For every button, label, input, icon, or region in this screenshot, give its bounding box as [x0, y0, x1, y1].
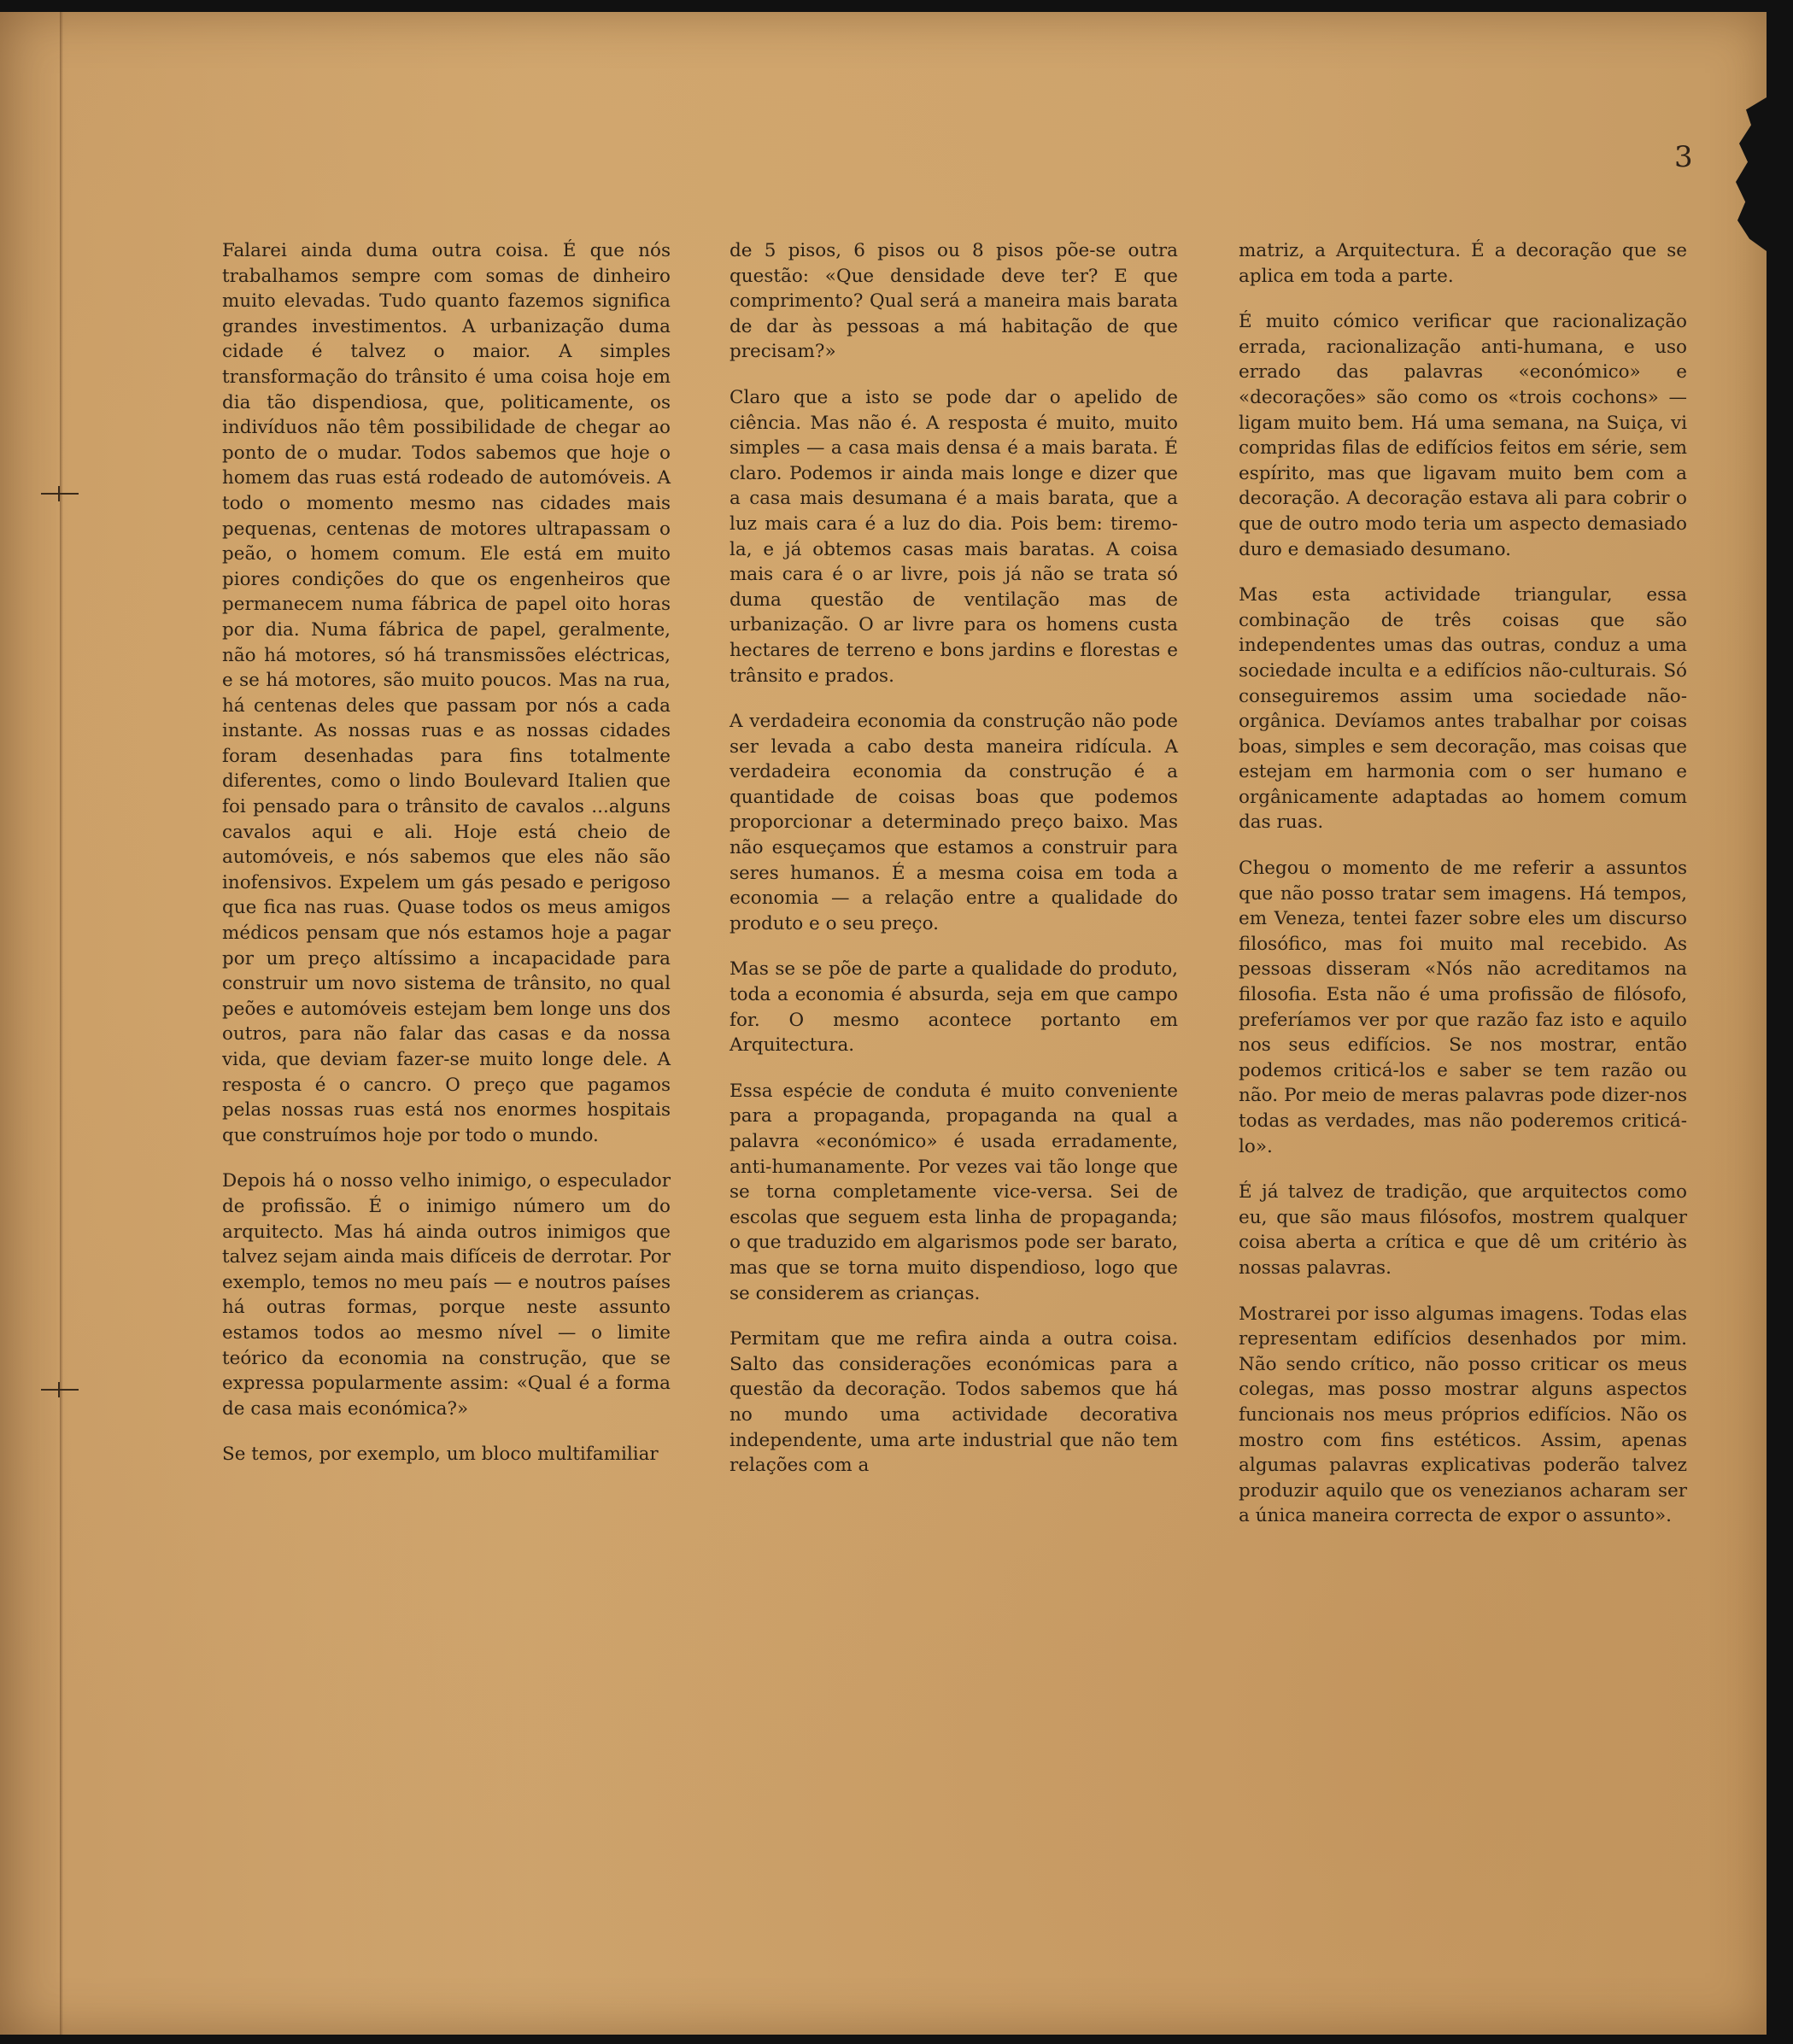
paragraph: Permitam que me refira ainda a outra coisa. Salto das considerações económicas para a questão da decoração. Todos sabemos que há no mundo uma actividade decorativa independente, uma arte industrial que não tem relações com a	[730, 1328, 1178, 1477]
paragraph: É já talvez de tradição, que arquitectos como eu, que são maus filósofos, mostrem qualquer coisa aberta a crítica e que dê um critério às nossas palavras.	[1239, 1181, 1687, 1279]
binding-mark-icon	[41, 493, 79, 495]
paragraph: matriz, a Arquitectura. É a decoração que se aplica em toda a parte.	[1239, 240, 1687, 287]
page-number: 3	[1674, 140, 1693, 174]
text-column-1	[222, 238, 671, 1488]
paragraph: Essa espécie de conduta é muito conveniente para a propaganda, propaganda na qual a palavra «económico» é usada erradamente, anti-humanamente. Por vezes vai tão longe que se torna completamente vice-versa. Sei de escolas que seguem esta linha de propaganda; o que traduzido em algarismos pode ser barato, mas que se torna muito dispendioso, logo que se considerem as crianças.	[730, 1080, 1178, 1304]
paragraph: Claro que a isto se pode dar o apelido de ciência. Mas não é. A resposta é muito, muito simples — a casa mais densa é a mais barata. É claro. Podemos ir ainda mais longe e dizer que a casa mais desumana é a mais barata, que a luz mais cara é a luz do dia. Pois bem: tiremo-la, e já obtemos casas mais baratas. A coisa mais cara é o ar livre, pois já não se trata só duma questão de ventilação mas de urbanização. O ar livre para os homens custa hectares de terreno e bons jardins e florestas e trânsito e prados.	[730, 386, 1178, 687]
binding-mark-icon	[41, 1389, 79, 1391]
paragraph: Chegou o momento de me referir a assuntos que não posso tratar sem imagens. Há tempos, em Veneza, tentei fazer sobre eles um discurso filosófico, mas foi muito mal recebido. As pessoas disseram «Nós não acreditamos na filosofia. Esta não é uma profissão de filósofo, preferíamos ver por que razão faz isto e aquilo nos seus edifícios. Se nos mostrar, então podemos criticá-los e saber se tem razão ou não. Por meio de meras palavras pode dizer-nos todas as verdades, mas não poderemos criticá-lo».	[1239, 858, 1687, 1157]
paragraph: Falarei ainda duma outra coisa. É que nós trabalhamos sempre com somas de dinheiro muito elevadas. Tudo quanto fazemos significa grandes investimentos. A urbanização duma cidade é talvez o maior. A simples transformação do trânsito é uma coisa hoje em dia tão dispendiosa, que, politicamente, os indivíduos não têm possibilidade de chegar ao ponto de o mudar. Todos sabemos que hoje o homem das ruas está rodeado de automóveis. A todo o momento mesmo nas cidades mais pequenas, centenas de motores ultrapassam o peão, o homem comum. Ele está em muito piores condições do que os engenheiros que permanecem numa fábrica de papel oito horas por dia. Numa fábrica de papel, geralmente, não há motores, só há transmissões eléctricas, e se há motores, são muito poucos. Mas na rua, há centenas deles que passam por nós a cada instante. As nossas ruas e as nossas cidades foram desenhadas para fins totalmente diferentes, como o lindo Boulevard Italien que foi pensado para o trânsito de cavalos ...alguns cavalos aqui e ali. Hoje está cheio de automóveis, e nós sabemos que eles não são inofensivos. Expelem um gás pesado e perigoso que fica nas ruas. Quase todos os meus amigos médicos pensam que nós estamos hoje a pagar por um preço altíssimo a incapacidade para construir um novo sistema de trânsito, no qual peões e automóveis estejam bem longe uns dos outros, para não falar das casas e da nossa vida, que deviam fazer-se muito longe dele. A resposta é o cancro. O preço que pagamos pelas nossas ruas está nos enormes hospitais que construímos hoje por todo o mundo.	[222, 240, 671, 1146]
paragraph: Mostrarei por isso algumas imagens. Todas elas representam edifícios desenhados por mim. Não sendo crítico, não posso criticar os meus colegas, mas posso mostrar alguns aspectos funcionais nos meus próprios edifícios. Não os mostro com fins estéticos. Assim, apenas algumas palavras explicativas poderão talvez produzir aquilo que os venezianos acharam ser a única maneira correcta de expor o assunto».	[1239, 1303, 1687, 1527]
paragraph: A verdadeira economia da construção não pode ser levada a cabo desta maneira ridícula. A verdadeira economia da construção é a quantidade de coisas boas que podemos proporcionar a determinado preço baixo. Mas não esqueçamos que estamos a construir para seres humanos. É a mesma coisa em toda a economia — a relação entre a qualidade do produto e o seu preço.	[730, 711, 1178, 934]
paragraph: Depois há o nosso velho inimigo, o especulador de profissão. É o inimigo número um do arquitecto. Mas há ainda outros inimigos que talvez sejam ainda mais difíceis de derrotar. Por exemplo, temos no meu país — e noutros países há outras formas, porque neste assunto estamos todos ao mesmo nível — o limite teórico da economia na construção, que se expressa popularmente assim: «Qual é a forma de casa mais económica?»	[222, 1170, 671, 1420]
text-column-3	[1239, 238, 1687, 1549]
document-page	[0, 12, 1767, 2035]
text-column-2	[730, 238, 1178, 1499]
torn-page-edge	[1732, 97, 1767, 251]
paragraph: Se temos, por exemplo, um bloco multifamiliar	[222, 1444, 659, 1466]
paragraph: É muito cómico verificar que racionalização errada, racionalização anti-humana, e uso errado das palavras «económico» e «decorações» são como os «trois cochons» — ligam muito bem. Há uma semana, na Suiça, vi compridas filas de edifícios feitos em série, sem espírito, mas que ligavam muito bem com a decoração. A decoração estava ali para cobrir o que de outro modo teria um aspecto demasiado duro e demasiado desumano.	[1239, 311, 1687, 560]
paragraph: de 5 pisos, 6 pisos ou 8 pisos põe-se outra questão: «Que densidade deve ter? E que comprimento? Qual será a maneira mais barata de dar às pessoas a má habitação de que precisam?»	[730, 240, 1178, 363]
paragraph: Mas esta actividade triangular, essa combinação de três coisas que são independentes umas das outras, conduz a uma sociedade inculta e a edifícios não-culturais. Só conseguiremos assim uma sociedade não-orgânica. Devíamos antes trabalhar por coisas boas, simples e sem decoração, mas coisas que estejam em harmonia com o ser humano e orgânicamente adaptadas ao homem comum das ruas.	[1239, 584, 1687, 834]
paragraph: Mas se se põe de parte a qualidade do produto, toda a economia é absurda, seja em que campo for. O mesmo acontece portanto em Arquitectura.	[730, 958, 1178, 1057]
